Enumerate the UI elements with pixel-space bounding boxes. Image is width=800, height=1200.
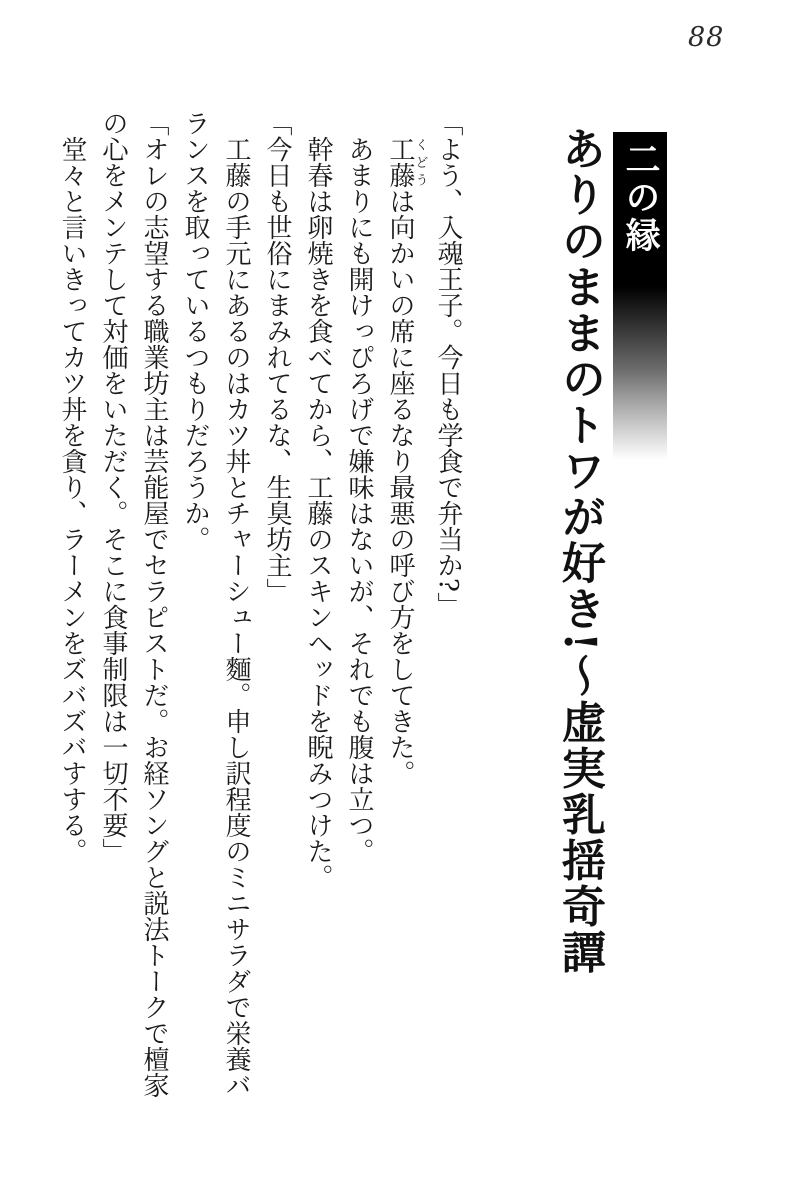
paragraph-narration-3: 幹春は卵焼きを食べてから、工藤のスキンヘッドを睨みつけた。 (303, 136, 333, 890)
ruby-annotation (385, 136, 428, 188)
ruby-furigana-kudou: くどう (412, 136, 428, 188)
ruby-base-kudou: 工藤 (385, 136, 415, 188)
chapter-marker-text: 二の縁 (620, 141, 661, 255)
paragraph-dialogue-1: 「よう、入魂王子。今日も学食で弁当か?」 (433, 110, 463, 618)
paragraph-narration-2: あまりにも開けっぴろげで嫌味はないが、それでも腹は立つ。 (344, 136, 374, 864)
paragraph-narration-1-text: は向かいの席に座るなり最悪の呼び方をしてきた。 (385, 188, 415, 786)
page-number: 88 (688, 22, 725, 53)
paragraph-narration-1 (379, 110, 427, 1102)
paragraph-narration-5: 堂々と言いきってカツ丼を貪り、ラーメンをズバズバすする。 (57, 136, 87, 864)
paragraph-dialogue-2: 「今日も世俗にまみれてるな、生臭坊主」 (262, 110, 292, 604)
paragraph-dialogue-3: 「オレの志望する職業坊主は芸能屋でセラピストだ。お経ソングと説法トークで檀家の心をメンテして対価をいただく。そこに食事制限は一切不要」 (98, 110, 169, 1098)
paragraph-narration-4: 工藤の手元にあるのはカツ丼とチャーシュー麵。申し訳程度のミニサラダで栄養バランスを取っているつもりだろうか。 (180, 110, 251, 1098)
chapter-title: ありのままのトワが好き!〜虚実乳揺奇譚 (554, 126, 605, 976)
body-text-block (58, 110, 468, 1102)
chapter-marker-bar (613, 132, 667, 460)
